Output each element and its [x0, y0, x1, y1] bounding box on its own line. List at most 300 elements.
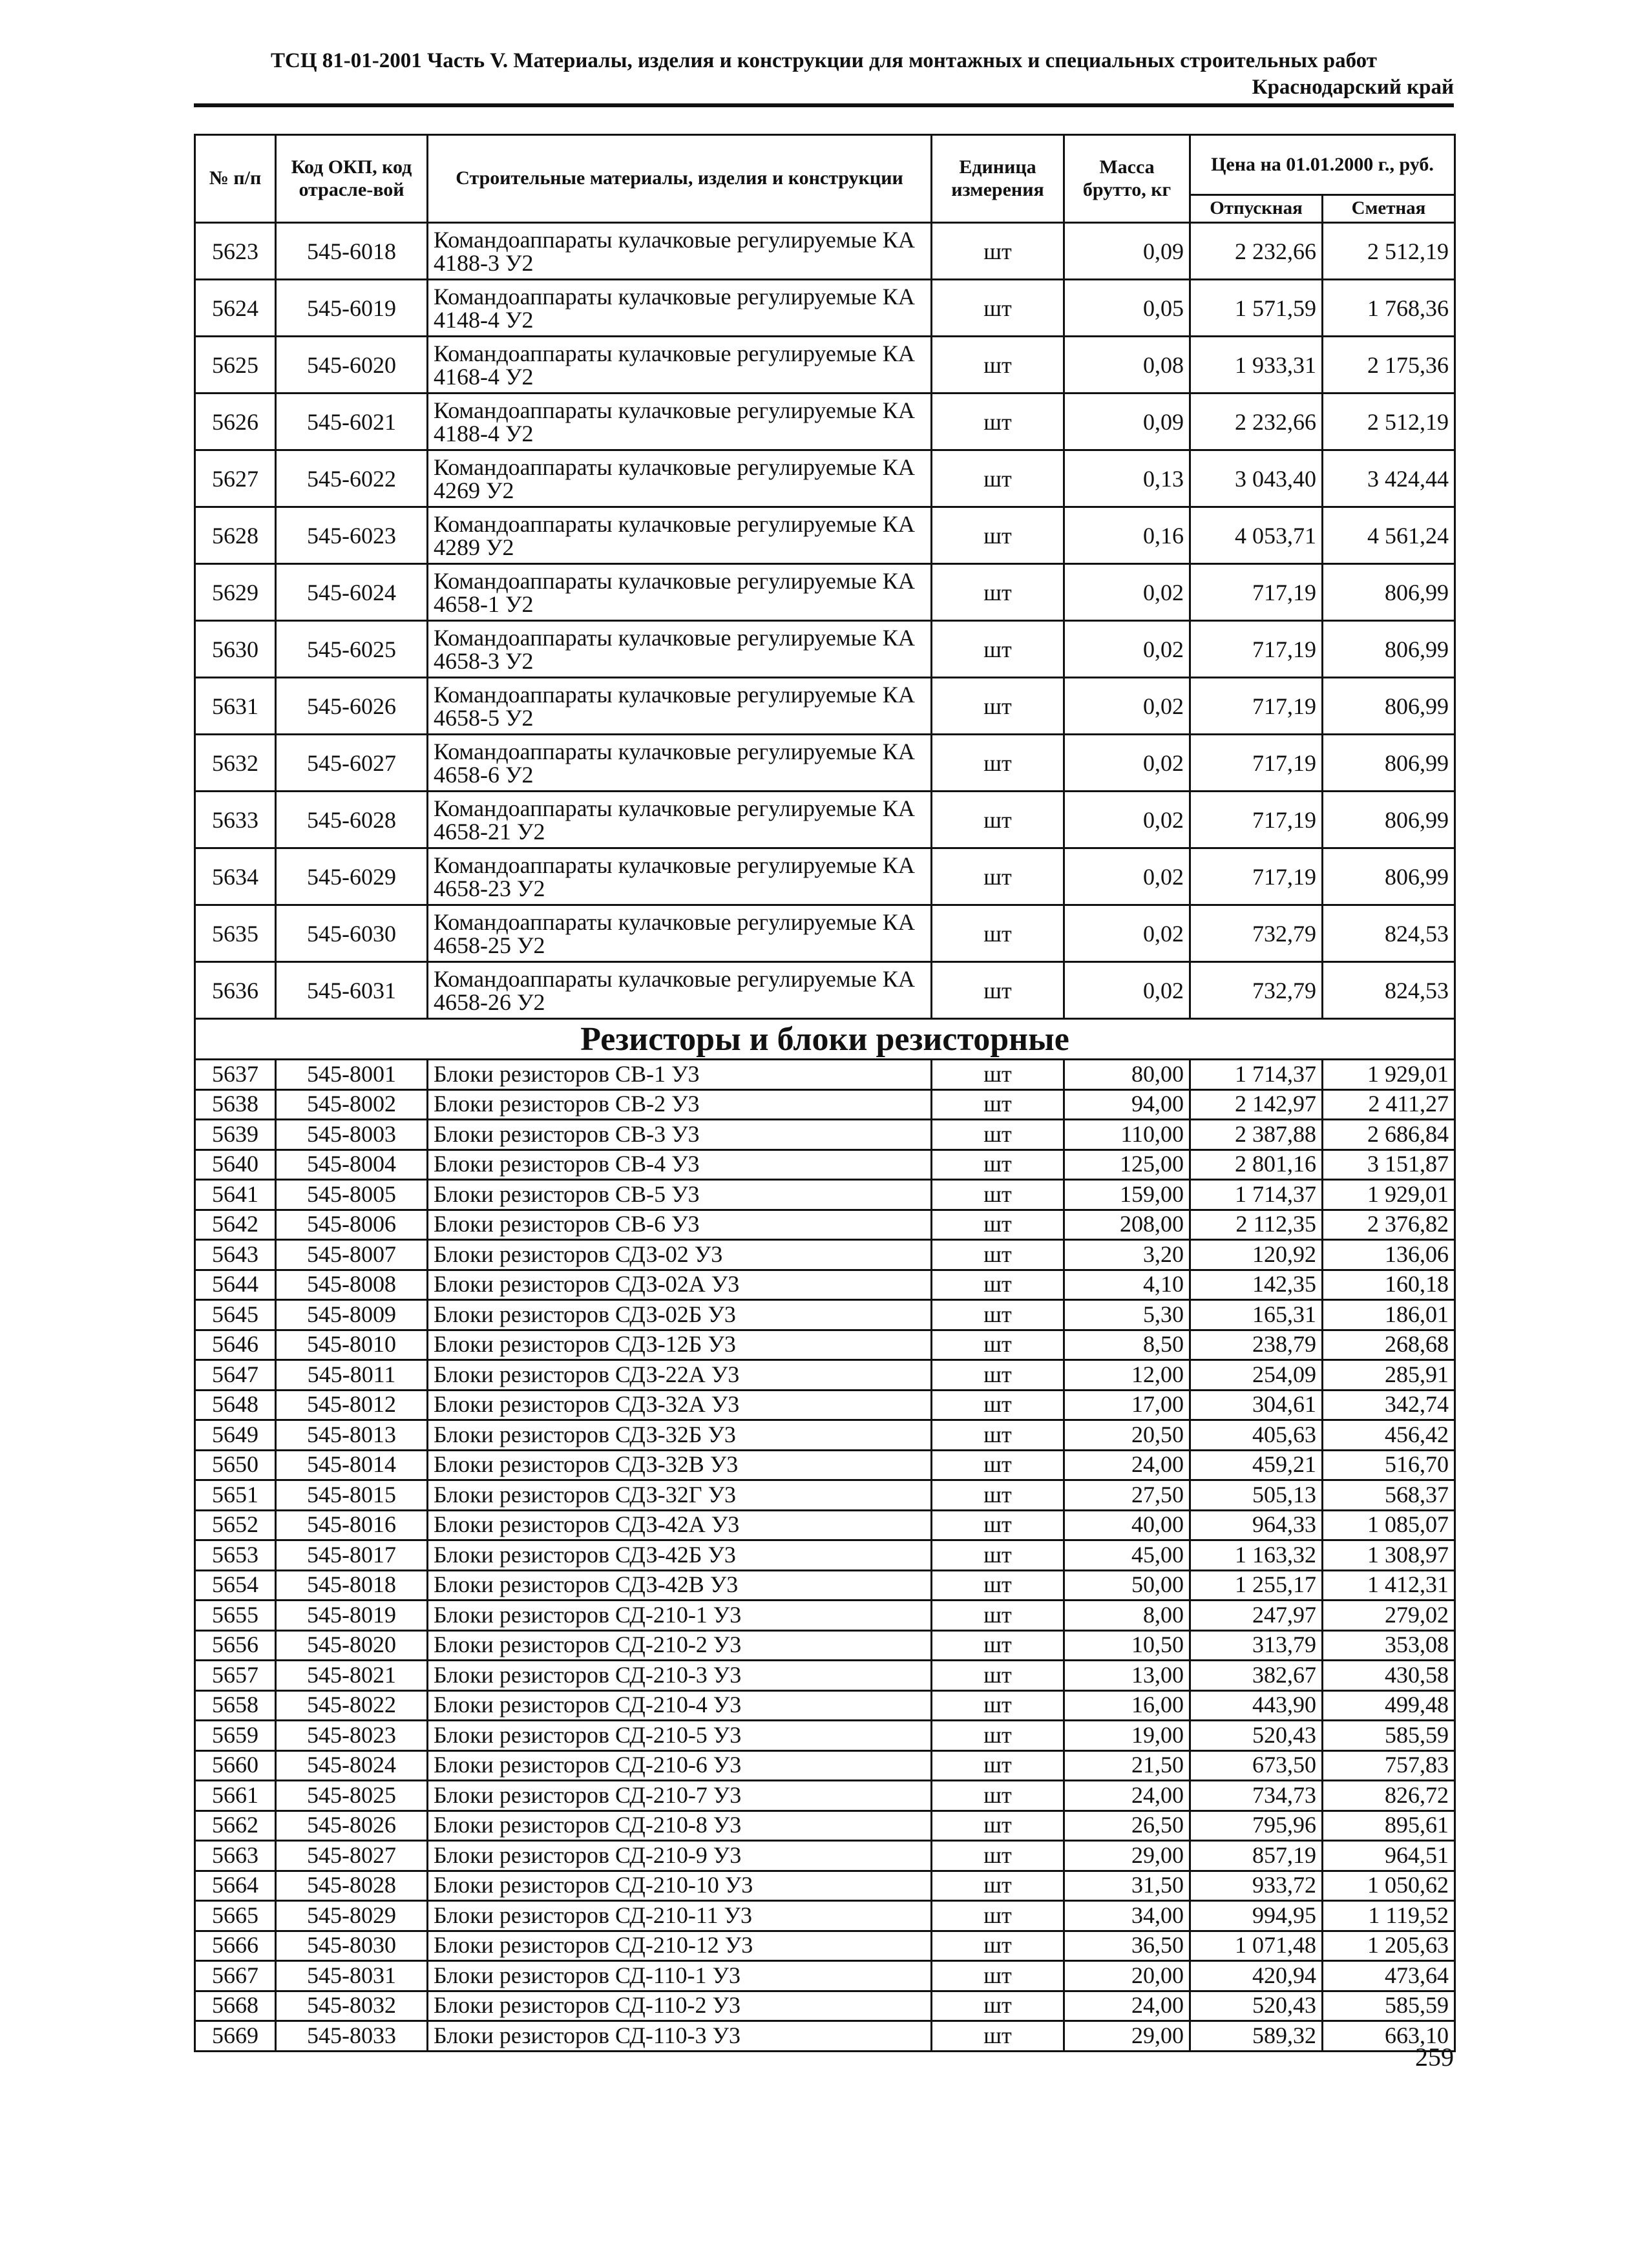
cell-est: 268,68: [1323, 1330, 1455, 1360]
cell-unit: шт: [932, 1089, 1064, 1120]
cell-n: 5637: [195, 1060, 276, 1090]
cell-unit: шт: [932, 2021, 1064, 2052]
cell-est: 1 119,52: [1323, 1901, 1455, 1931]
cell-unit: шт: [932, 1961, 1064, 1991]
cell-retail: 520,43: [1190, 1991, 1323, 2021]
cell-retail: 2 801,16: [1190, 1150, 1323, 1180]
cell-mass: 0,02: [1064, 962, 1190, 1019]
cell-n: 5643: [195, 1240, 276, 1270]
cell-code: 545-6020: [276, 337, 428, 394]
table-row: [195, 1811, 1455, 1841]
table-body: [195, 223, 1455, 2052]
cell-name: Блоки резисторов СВ-2 У3: [428, 1089, 932, 1120]
cell-n: 5660: [195, 1750, 276, 1781]
cell-mass: 125,00: [1064, 1150, 1190, 1180]
cell-code: 545-8024: [276, 1750, 428, 1781]
cell-name: Блоки резисторов СДЗ-32Б У3: [428, 1420, 932, 1451]
cell-mass: 159,00: [1064, 1180, 1190, 1210]
cell-n: 5638: [195, 1089, 276, 1120]
table-row: [195, 962, 1455, 1019]
cell-est: 806,99: [1323, 848, 1455, 905]
cell-retail: 142,35: [1190, 1270, 1323, 1300]
cell-n: 5623: [195, 223, 276, 280]
cell-est: 1 050,62: [1323, 1871, 1455, 1901]
cell-unit: шт: [932, 1240, 1064, 1270]
cell-unit: шт: [932, 1210, 1064, 1240]
cell-mass: 0,09: [1064, 394, 1190, 450]
cell-retail: 2 112,35: [1190, 1210, 1323, 1240]
cell-retail: 120,92: [1190, 1240, 1323, 1270]
cell-n: 5634: [195, 848, 276, 905]
header-rule: [194, 103, 1454, 107]
table-row: [195, 1661, 1455, 1691]
table-row: [195, 1750, 1455, 1781]
cell-code: 545-6027: [276, 735, 428, 792]
cell-name: Командоаппараты кулачковые регулируемые КА 4658-1 У2: [428, 564, 932, 621]
cell-mass: 8,00: [1064, 1601, 1190, 1631]
cell-mass: 0,02: [1064, 792, 1190, 848]
cell-est: 1 205,63: [1323, 1931, 1455, 1961]
cell-mass: 0,16: [1064, 507, 1190, 564]
cell-unit: шт: [932, 1360, 1064, 1391]
cell-code: 545-6026: [276, 678, 428, 735]
col-header-code: Код ОКП, код отрасле-вой: [276, 135, 428, 223]
cell-name: Блоки резисторов СД-210-3 У3: [428, 1661, 932, 1691]
cell-name: Блоки резисторов СД-110-2 У3: [428, 1991, 932, 2021]
cell-est: 806,99: [1323, 678, 1455, 735]
cell-name: Блоки резисторов СДЗ-32В У3: [428, 1450, 932, 1480]
table-row: [195, 1630, 1455, 1661]
cell-mass: 0,02: [1064, 678, 1190, 735]
cell-mass: 24,00: [1064, 1781, 1190, 1811]
cell-est: 826,72: [1323, 1781, 1455, 1811]
cell-n: 5648: [195, 1390, 276, 1420]
cell-unit: шт: [932, 905, 1064, 962]
cell-unit: шт: [932, 1601, 1064, 1631]
cell-name: Командоаппараты кулачковые регулируемые КА 4658-5 У2: [428, 678, 932, 735]
cell-n: 5668: [195, 1991, 276, 2021]
cell-est: 4 561,24: [1323, 507, 1455, 564]
cell-mass: 0,05: [1064, 280, 1190, 337]
cell-retail: 382,67: [1190, 1661, 1323, 1691]
cell-name: Командоаппараты кулачковые регулируемые КА 4658-23 У2: [428, 848, 932, 905]
cell-mass: 0,02: [1064, 735, 1190, 792]
cell-n: 5662: [195, 1811, 276, 1841]
cell-n: 5640: [195, 1150, 276, 1180]
table-row: [195, 1330, 1455, 1360]
cell-name: Командоаппараты кулачковые регулируемые КА 4148-4 У2: [428, 280, 932, 337]
cell-est: 806,99: [1323, 792, 1455, 848]
cell-mass: 0,02: [1064, 905, 1190, 962]
cell-name: Командоаппараты кулачковые регулируемые КА 4658-6 У2: [428, 735, 932, 792]
cell-retail: 717,19: [1190, 792, 1323, 848]
cell-code: 545-8029: [276, 1901, 428, 1931]
cell-retail: 2 142,97: [1190, 1089, 1323, 1120]
cell-code: 545-8028: [276, 1871, 428, 1901]
cell-retail: 1 933,31: [1190, 337, 1323, 394]
table-row: [195, 848, 1455, 905]
cell-code: 545-8011: [276, 1360, 428, 1391]
cell-mass: 36,50: [1064, 1931, 1190, 1961]
cell-name: Блоки резисторов СД-210-9 У3: [428, 1841, 932, 1871]
cell-name: Блоки резисторов СВ-3 У3: [428, 1120, 932, 1150]
cell-code: 545-8003: [276, 1120, 428, 1150]
cell-unit: шт: [932, 621, 1064, 678]
cell-retail: 734,73: [1190, 1781, 1323, 1811]
table-row: [195, 1901, 1455, 1931]
cell-n: 5627: [195, 450, 276, 507]
cell-n: 5667: [195, 1961, 276, 1991]
cell-name: Блоки резисторов СДЗ-32А У3: [428, 1390, 932, 1420]
cell-unit: шт: [932, 1420, 1064, 1451]
cell-unit: шт: [932, 1390, 1064, 1420]
cell-est: 3 151,87: [1323, 1150, 1455, 1180]
cell-unit: шт: [932, 280, 1064, 337]
cell-mass: 208,00: [1064, 1210, 1190, 1240]
cell-retail: 717,19: [1190, 735, 1323, 792]
table-row: [195, 1841, 1455, 1871]
cell-mass: 29,00: [1064, 1841, 1190, 1871]
table-row: [195, 1270, 1455, 1300]
cell-est: 2 512,19: [1323, 223, 1455, 280]
cell-name: Блоки резисторов СДЗ-22А У3: [428, 1360, 932, 1391]
section-title: Резисторы и блоки резисторные: [195, 1019, 1455, 1060]
cell-unit: шт: [932, 1871, 1064, 1901]
cell-mass: 12,00: [1064, 1360, 1190, 1391]
table-row: [195, 1390, 1455, 1420]
cell-retail: 2 387,88: [1190, 1120, 1323, 1150]
cell-est: 585,59: [1323, 1991, 1455, 2021]
table-row: [195, 1150, 1455, 1180]
cell-est: 1 412,31: [1323, 1570, 1455, 1601]
cell-unit: шт: [932, 1991, 1064, 2021]
cell-mass: 26,50: [1064, 1811, 1190, 1841]
cell-code: 545-8015: [276, 1480, 428, 1511]
cell-code: 545-6018: [276, 223, 428, 280]
cell-retail: 1 255,17: [1190, 1570, 1323, 1601]
cell-unit: шт: [932, 1901, 1064, 1931]
cell-n: 5655: [195, 1601, 276, 1631]
cell-est: 160,18: [1323, 1270, 1455, 1300]
cell-code: 545-8016: [276, 1510, 428, 1540]
cell-retail: 505,13: [1190, 1480, 1323, 1511]
cell-n: 5657: [195, 1661, 276, 1691]
table-row: [195, 1060, 1455, 1090]
cell-unit: шт: [932, 507, 1064, 564]
cell-retail: 1 714,37: [1190, 1180, 1323, 1210]
cell-retail: 2 232,66: [1190, 223, 1323, 280]
cell-est: 1 768,36: [1323, 280, 1455, 337]
cell-code: 545-8018: [276, 1570, 428, 1601]
section-row: [195, 1019, 1455, 1060]
cell-n: 5665: [195, 1901, 276, 1931]
cell-retail: 443,90: [1190, 1690, 1323, 1721]
cell-unit: шт: [932, 1781, 1064, 1811]
cell-unit: шт: [932, 1120, 1064, 1150]
cell-code: 545-8031: [276, 1961, 428, 1991]
cell-retail: 717,19: [1190, 564, 1323, 621]
cell-mass: 4,10: [1064, 1270, 1190, 1300]
cell-name: Блоки резисторов СД-210-12 У3: [428, 1931, 932, 1961]
table-row: [195, 1210, 1455, 1240]
cell-est: 285,91: [1323, 1360, 1455, 1391]
cell-code: 545-8022: [276, 1690, 428, 1721]
cell-est: 806,99: [1323, 735, 1455, 792]
cell-mass: 29,00: [1064, 2021, 1190, 2052]
cell-name: Командоаппараты кулачковые регулируемые КА 4269 У2: [428, 450, 932, 507]
cell-n: 5631: [195, 678, 276, 735]
cell-code: 545-6021: [276, 394, 428, 450]
cell-retail: 1 571,59: [1190, 280, 1323, 337]
cell-mass: 0,13: [1064, 450, 1190, 507]
cell-retail: 589,32: [1190, 2021, 1323, 2052]
cell-retail: 795,96: [1190, 1811, 1323, 1841]
table-row: [195, 621, 1455, 678]
cell-mass: 40,00: [1064, 1510, 1190, 1540]
cell-est: 824,53: [1323, 962, 1455, 1019]
cell-n: 5625: [195, 337, 276, 394]
cell-n: 5656: [195, 1630, 276, 1661]
cell-n: 5645: [195, 1300, 276, 1330]
cell-name: Командоаппараты кулачковые регулируемые КА 4289 У2: [428, 507, 932, 564]
cell-unit: шт: [932, 1661, 1064, 1691]
table-row: [195, 1420, 1455, 1451]
cell-retail: 1 714,37: [1190, 1060, 1323, 1090]
cell-mass: 16,00: [1064, 1690, 1190, 1721]
cell-unit: шт: [932, 1060, 1064, 1090]
cell-n: 5628: [195, 507, 276, 564]
cell-unit: шт: [932, 223, 1064, 280]
cell-code: 545-6031: [276, 962, 428, 1019]
cell-n: 5636: [195, 962, 276, 1019]
cell-unit: шт: [932, 1570, 1064, 1601]
cell-mass: 5,30: [1064, 1300, 1190, 1330]
table-row: [195, 1781, 1455, 1811]
cell-unit: шт: [932, 1690, 1064, 1721]
cell-est: 456,42: [1323, 1420, 1455, 1451]
cell-retail: 459,21: [1190, 1450, 1323, 1480]
cell-retail: 254,09: [1190, 1360, 1323, 1391]
cell-est: 663,10: [1323, 2021, 1455, 2052]
table-row: [195, 1991, 1455, 2021]
col-header-estimate: Сметная: [1323, 195, 1455, 223]
cell-name: Командоаппараты кулачковые регулируемые КА 4658-21 У2: [428, 792, 932, 848]
cell-est: 430,58: [1323, 1661, 1455, 1691]
cell-retail: 165,31: [1190, 1300, 1323, 1330]
cell-est: 2 512,19: [1323, 394, 1455, 450]
cell-unit: шт: [932, 1750, 1064, 1781]
table-row: [195, 1961, 1455, 1991]
cell-n: 5654: [195, 1570, 276, 1601]
table-row: [195, 1540, 1455, 1571]
cell-retail: 238,79: [1190, 1330, 1323, 1360]
cell-name: Блоки резисторов СД-110-3 У3: [428, 2021, 932, 2052]
cell-mass: 8,50: [1064, 1330, 1190, 1360]
cell-n: 5641: [195, 1180, 276, 1210]
cell-retail: 405,63: [1190, 1420, 1323, 1451]
cell-code: 545-8008: [276, 1270, 428, 1300]
cell-est: 3 424,44: [1323, 450, 1455, 507]
page-header: [194, 49, 1454, 100]
cell-retail: 4 053,71: [1190, 507, 1323, 564]
cell-name: Блоки резисторов СД-110-1 У3: [428, 1961, 932, 1991]
cell-est: 2 411,27: [1323, 1089, 1455, 1120]
cell-mass: 21,50: [1064, 1750, 1190, 1781]
cell-est: 1 308,97: [1323, 1540, 1455, 1571]
cell-name: Блоки резисторов СДЗ-12Б У3: [428, 1330, 932, 1360]
cell-name: Блоки резисторов СВ-6 У3: [428, 1210, 932, 1240]
cell-retail: 964,33: [1190, 1510, 1323, 1540]
cell-est: 473,64: [1323, 1961, 1455, 1991]
cell-code: 545-8014: [276, 1450, 428, 1480]
cell-retail: 717,19: [1190, 678, 1323, 735]
cell-code: 545-8021: [276, 1661, 428, 1691]
table-row: [195, 1690, 1455, 1721]
cell-est: 568,37: [1323, 1480, 1455, 1511]
cell-mass: 0,09: [1064, 223, 1190, 280]
cell-mass: 27,50: [1064, 1480, 1190, 1511]
cell-mass: 17,00: [1064, 1390, 1190, 1420]
table-row: [195, 735, 1455, 792]
table-row: [195, 223, 1455, 280]
col-header-unit: Единица измерения: [932, 135, 1064, 223]
cell-code: 545-8001: [276, 1060, 428, 1090]
table-row: [195, 1450, 1455, 1480]
cell-n: 5626: [195, 394, 276, 450]
table-row: [195, 1570, 1455, 1601]
cell-code: 545-8032: [276, 1991, 428, 2021]
cell-est: 1 929,01: [1323, 1060, 1455, 1090]
cell-n: 5647: [195, 1360, 276, 1391]
cell-mass: 24,00: [1064, 1450, 1190, 1480]
cell-code: 545-8030: [276, 1931, 428, 1961]
cell-retail: 994,95: [1190, 1901, 1323, 1931]
table-row: [195, 1871, 1455, 1901]
cell-code: 545-6019: [276, 280, 428, 337]
cell-mass: 10,50: [1064, 1630, 1190, 1661]
cell-code: 545-8017: [276, 1540, 428, 1571]
cell-name: Блоки резисторов СДЗ-32Г У3: [428, 1480, 932, 1511]
cell-n: 5632: [195, 735, 276, 792]
region-title: Краснодарский край: [1252, 76, 1454, 99]
table-row: [195, 792, 1455, 848]
cell-name: Блоки резисторов СД-210-10 У3: [428, 1871, 932, 1901]
cell-retail: 857,19: [1190, 1841, 1323, 1871]
cell-retail: 304,61: [1190, 1390, 1323, 1420]
cell-name: Командоаппараты кулачковые регулируемые КА 4188-3 У2: [428, 223, 932, 280]
cell-unit: шт: [932, 848, 1064, 905]
cell-n: 5666: [195, 1931, 276, 1961]
cell-name: Блоки резисторов СД-210-1 У3: [428, 1601, 932, 1631]
cell-est: 806,99: [1323, 564, 1455, 621]
cell-name: Командоаппараты кулачковые регулируемые КА 4658-25 У2: [428, 905, 932, 962]
page-number: 259: [1415, 2042, 1454, 2072]
cell-retail: 717,19: [1190, 621, 1323, 678]
cell-retail: 732,79: [1190, 905, 1323, 962]
cell-code: 545-6022: [276, 450, 428, 507]
cell-est: 516,70: [1323, 1450, 1455, 1480]
cell-unit: шт: [932, 735, 1064, 792]
cell-retail: 247,97: [1190, 1601, 1323, 1631]
cell-est: 964,51: [1323, 1841, 1455, 1871]
cell-retail: 717,19: [1190, 848, 1323, 905]
document-title: ТСЦ 81-01-2001 Часть V. Материалы, изделия и конструкции для монтажных и специальных строительных работ: [271, 49, 1377, 72]
cell-unit: шт: [932, 1450, 1064, 1480]
cell-est: 2 686,84: [1323, 1120, 1455, 1150]
cell-code: 545-8033: [276, 2021, 428, 2052]
cell-mass: 24,00: [1064, 1991, 1190, 2021]
cell-mass: 50,00: [1064, 1570, 1190, 1601]
cell-n: 5669: [195, 2021, 276, 2052]
cell-unit: шт: [932, 962, 1064, 1019]
cell-n: 5664: [195, 1871, 276, 1901]
cell-mass: 80,00: [1064, 1060, 1190, 1090]
cell-est: 757,83: [1323, 1750, 1455, 1781]
cell-name: Блоки резисторов СВ-4 У3: [428, 1150, 932, 1180]
cell-mass: 20,00: [1064, 1961, 1190, 1991]
table-row: [195, 1240, 1455, 1270]
cell-name: Блоки резисторов СДЗ-02Б У3: [428, 1300, 932, 1330]
table-row: [195, 280, 1455, 337]
cell-unit: шт: [932, 564, 1064, 621]
cell-n: 5659: [195, 1721, 276, 1751]
table-row: [195, 1360, 1455, 1391]
cell-name: Блоки резисторов СДЗ-42В У3: [428, 1570, 932, 1601]
cell-mass: 13,00: [1064, 1661, 1190, 1691]
cell-unit: шт: [932, 1270, 1064, 1300]
cell-retail: 732,79: [1190, 962, 1323, 1019]
cell-retail: 1 163,32: [1190, 1540, 1323, 1571]
cell-unit: шт: [932, 1180, 1064, 1210]
cell-code: 545-6028: [276, 792, 428, 848]
cell-unit: шт: [932, 1630, 1064, 1661]
cell-code: 545-8023: [276, 1721, 428, 1751]
cell-unit: шт: [932, 450, 1064, 507]
cell-mass: 0,02: [1064, 564, 1190, 621]
cell-n: 5663: [195, 1841, 276, 1871]
cell-unit: шт: [932, 1540, 1064, 1571]
cell-n: 5652: [195, 1510, 276, 1540]
cell-unit: шт: [932, 1841, 1064, 1871]
cell-retail: 420,94: [1190, 1961, 1323, 1991]
table-row: [195, 1120, 1455, 1150]
col-header-name: Строительные материалы, изделия и конструкции: [428, 135, 932, 223]
table-row: [195, 394, 1455, 450]
cell-code: 545-8027: [276, 1841, 428, 1871]
cell-code: 545-8025: [276, 1781, 428, 1811]
cell-unit: шт: [932, 1811, 1064, 1841]
cell-n: 5624: [195, 280, 276, 337]
cell-mass: 20,50: [1064, 1420, 1190, 1451]
cell-name: Блоки резисторов СДЗ-02 У3: [428, 1240, 932, 1270]
cell-mass: 94,00: [1064, 1089, 1190, 1120]
table-row: [195, 1180, 1455, 1210]
cell-code: 545-8019: [276, 1601, 428, 1631]
cell-retail: 2 232,66: [1190, 394, 1323, 450]
table-row: [195, 450, 1455, 507]
col-header-price: Цена на 01.01.2000 г., руб.: [1190, 135, 1455, 195]
cell-code: 545-8026: [276, 1811, 428, 1841]
cell-n: 5629: [195, 564, 276, 621]
cell-est: 895,61: [1323, 1811, 1455, 1841]
cell-code: 545-8004: [276, 1150, 428, 1180]
cell-name: Блоки резисторов СВ-5 У3: [428, 1180, 932, 1210]
col-header-num: № п/п: [195, 135, 276, 223]
table-row: [195, 1300, 1455, 1330]
cell-est: 136,06: [1323, 1240, 1455, 1270]
table-row: [195, 507, 1455, 564]
col-header-mass: Масса брутто, кг: [1064, 135, 1190, 223]
